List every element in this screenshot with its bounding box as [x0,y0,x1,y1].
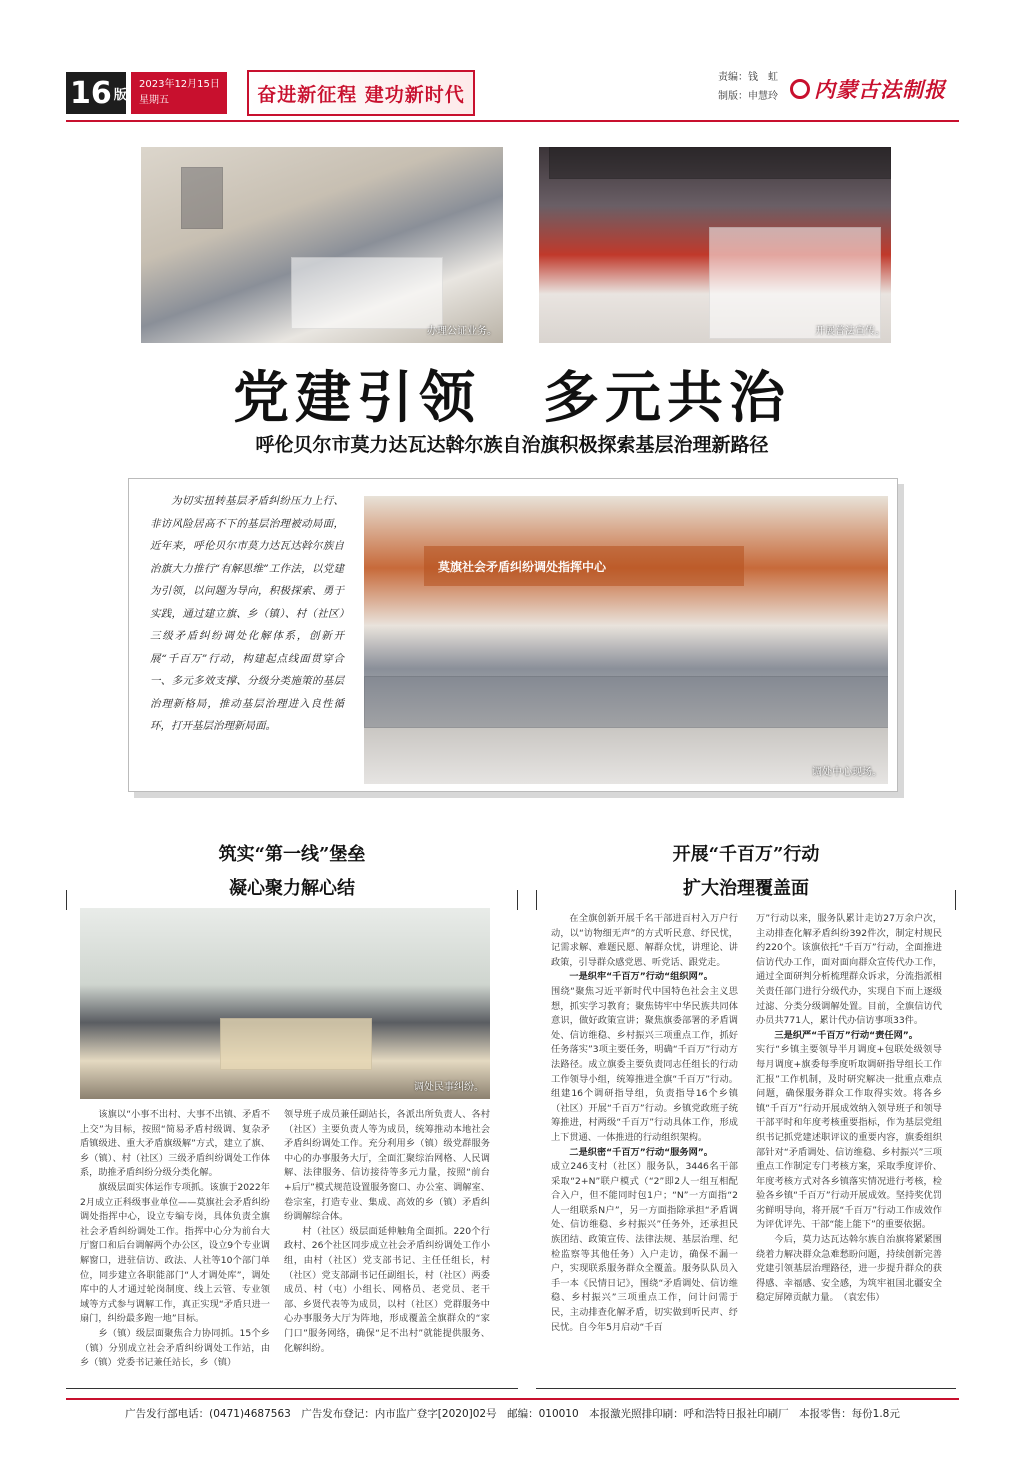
right-section-bottom-rule [536,1388,956,1389]
left-section-frame [66,890,518,910]
photo-legal-publicity [539,147,891,343]
left-section-bottom-rule [66,1388,518,1389]
subheading-paragraph: 二是织密“千百万”行动“服务网”。 [569,1146,713,1158]
header-rule [66,120,959,122]
photo-civil-dispute [80,908,490,1099]
page-number [66,72,126,114]
photo-table-shape [220,1018,372,1070]
subheading-paragraph: 一是织牢“千百万”行动“组织网”。 [569,971,713,983]
photo-mediation-center [364,496,888,784]
paragraph: 在全旗创新开展千名干部进百村入万户行动，以“访物细无声”的方式听民意、纾民忧，记需求解、难题民愿、解群众忧，讲理论、讲政策，引导群众感党恩、听党话、跟党走。 [551,913,738,968]
subheading-paragraph: 三是织严“千百万”行动“责任网”。 [774,1029,918,1041]
right-title-line1: 开展“千百万”行动 [672,844,820,865]
photo-caption: 调处民事纠纷。 [414,1082,484,1093]
page-number-value: 16 [70,75,112,111]
paragraph: 旗级层面实体运作专项抓。该旗于2022年2月成立正科级事业单位——莫旗社会矛盾纠纷调处指挥中心，设立专编专岗，具体负责全旗社会矛盾纠纷调处工作。指挥中心分为前台大厅窗口和后台调解两个办公区，设立9个专业调解窗口，进驻信访、政法、人社等10个部门单位，同步建立各职能部门“人才调处库”，调处库中的人才通过轮岗制度、线上云管、专业领域等方式参与调解工作，真正实现“矛盾只进一扇门，纠纷最多跑一地”目标。 [80,1181,270,1325]
right-column-1 [551,912,738,1335]
footer-info: 广告发行部电话：(0471)4687563 广告发布登记：内市监广登字[2020]02号 邮编：010010 本报激光照排印刷：呼和浩特日报社印刷厂 本报零售：每份1.8元 [125,1408,900,1420]
photo-figure-shape [181,167,223,229]
photo-caption: 调处中心现场。 [812,767,882,778]
left-column-1 [80,1108,270,1371]
editor-name: 责编：钱 虹 [718,72,778,83]
paragraph: 今后，莫力达瓦达斡尔族自治旗将紧紧围绕着力解决群众急难愁盼问题，持续创新完善党建引领基层治理路径，进一步提升群众的获得感、幸福感、安全感，为筑牢祖国北疆安全稳定屏障贡献力量。 （袁宏伟） [756,1234,942,1304]
intro-paragraph: 为切实扭转基层矛盾纠纷压力上行、非访风险居高不下的基层治理被动局面，近年来，呼伦贝尔市莫力达瓦达斡尔族自治旗大力推行“有解思维”工作法，以党建为引领，以问题为导向，积极探索、勇于实践，通过建立旗、乡（镇）、村（社区）三级矛盾纠纷调处化解体系，创新开展“千百万”行动，构建起点线面贯穿合一、多元多效支撑、分级分类施策的基层治理新格局，推动基层治理进入良性循环，打开基层治理新局面。 [150,495,344,732]
paragraph: 实行“乡镇主要领导半月调度+包联处级领导每月调度+旗委每季度听取调研指导组长工作汇报”工作机制，及时研究解决一批重点难点问题，确保服务群众工作取得实效。将各乡镇“千百万”行动开展成效纳入领导班子和领导干部平时和年度考核重要指标，作为基层党组织书记抓党建述职评议的重要内容，旗委组织部针对“矛盾调处、信访维稳、乡村振兴”三项重点工作制定专门考核方案，采取季度评价、年度考核方式对各乡镇落实情况进行考核，检验各乡镇“千百万”行动开展成效。坚持奖优罚劣鲜明导向，将开展“千百万”行动工作成效作为评优评先、干部“能上能下”的重要依据。 [756,1044,942,1231]
issue-weekday: 星期五 [139,95,169,106]
paragraph: 万”行动以来，服务队累计走访27万余户次，主动排查化解矛盾纠纷392件次，制定村规民约220个。该旗依托“千百万”行动，全面推进信访代办工作，面对面向群众宣传代办工作，通过全面研判分析梳理群众诉求，分流指派相关责任部门进行分级代办，实现自下而上逐级过滤、分类分级调解处置。目前，全旗信访代办员共771人，累计代办信访事项33件。 [756,913,942,1027]
left-column-2 [284,1108,490,1356]
paragraph: 村（社区）级层面延伸触角全面抓。220个行政村、26个社区同步成立社会矛盾纠纷调处工作小组，由村（社区）党支部书记、主任任组长，村（社区）党支部副书记任副组长，村（社区）两委成员、村（屯）小组长、网格员、老党员、老干部、乡贤代表等为成员，以村（社区）党群服务中心办事服务大厅为阵地，形成覆盖全旗群众的“家门口”服务网络，确保“足不出村”就能提供服务、化解纠纷。 [284,1225,490,1354]
issue-date: 2023年12月15日 [139,79,220,90]
paragraph: 围绕“聚焦习近平新时代中国特色社会主义思想，抓实学习教育；聚焦铸牢中华民族共同体意识，做好政策宣讲；聚焦旗委部署的矛盾调处、信访维稳、乡村振兴三项重点工作，抓好任务落实”3项主要任务，明确“千百万”行动方法路径。成立旗委主要负责同志任组长的行动工作领导小组，统筹推进全旗“千百万”行动。组建16个调研指导组，负责指导16个乡镇（社区）开展“千百万”行动。乡镇党政班子统筹推进，村两级“千百万”行动具体工作，形成上下贯通、一体推进的行动组织架构。 [551,985,738,1143]
date-box [131,72,227,114]
logo-mark-icon [790,79,810,99]
newspaper-logo [790,74,946,104]
newspaper-name: 内蒙古法制报 [814,77,946,102]
right-column-2 [756,912,942,1306]
mediation-center-sign: 莫旗社会矛盾纠纷调处指挥中心 [424,546,744,586]
column-slogan: 奋进新征程 建功新时代 [247,70,475,116]
page-suffix: 版 [113,87,127,103]
left-title-line2: 凝心聚力解心结 [229,878,355,899]
photo-desk-shape [291,257,443,329]
paragraph: 该旗以“小事不出村、大事不出镇、矛盾不上交”为目标，按照“简易矛盾村级调、复杂矛盾镇级进、重大矛盾旗级解”方式，建立了旗、乡（镇）、村（社区）三级矛盾纠纷调处工作体系，助推矛盾纠纷分级分类化解。 [80,1109,270,1179]
photo-counter-shape [364,676,888,728]
paragraph: 成立246支村（社区）服务队，3446名干部采取“2+N”联户模式（“2”即2人一组互相配合入户，但不能同时包1户；“N”一方面指“2人一组联系N户”，另一方面指除承担“矛盾调处、信访维稳、乡村振兴”任务外，还承担民族团结、政策宣传、法律法规、基层治理、纪检监察等其他任务）入户走访，确保不漏一户，实现联系服务群众全覆盖。服务队队员入手一本《民情日记》，围绕“矛盾调处、信访维稳、乡村振兴”三项重点工作，问计问需于民，主动排查化解矛盾，切实做到听民声、纾民忧。自今年5月启动“千百 [551,1161,738,1333]
right-title-line2: 扩大治理覆盖面 [683,878,809,899]
photo-notary-service [141,147,503,343]
right-section-frame [536,890,956,910]
photo-store-signs-shape [549,147,891,179]
photo-caption: 办理公证业务。 [427,326,497,337]
sub-headline: 呼伦贝尔市莫力达瓦达斡尔族自治旗积极探索基层治理新路径 [255,434,769,456]
editor-credits [718,68,778,106]
producer-name: 制版：申慧玲 [718,91,778,102]
left-title-line1: 筑实“第一线”堡垒 [218,844,366,865]
paragraph: 领导班子成员兼任副站长，各派出所负责人、各村（社区）主要负责人等为成员，统筹推动本地社会矛盾纠纷调处工作。充分利用乡（镇）级党群服务中心的办事服务大厅，全面汇聚综治网格、人民调解、法律服务、信访接待等多元力量，按照“前台+后厅”模式规范设置服务窗口、办公室、调解室、卷宗室，打造专业、集成、高效的乡（镇）矛盾纠纷调解综合体。 [284,1109,490,1223]
footer-rule [66,1398,959,1400]
photo-caption: 开展普法宣传。 [815,326,885,337]
main-headline: 党建引领 多元共治 [233,365,791,431]
paragraph: 乡（镇）级层面聚焦合力协同抓。15个乡（镇）分别成立社会矛盾纠纷调处工作站，由乡（镇）党委书记兼任站长，乡（镇） [80,1327,270,1369]
